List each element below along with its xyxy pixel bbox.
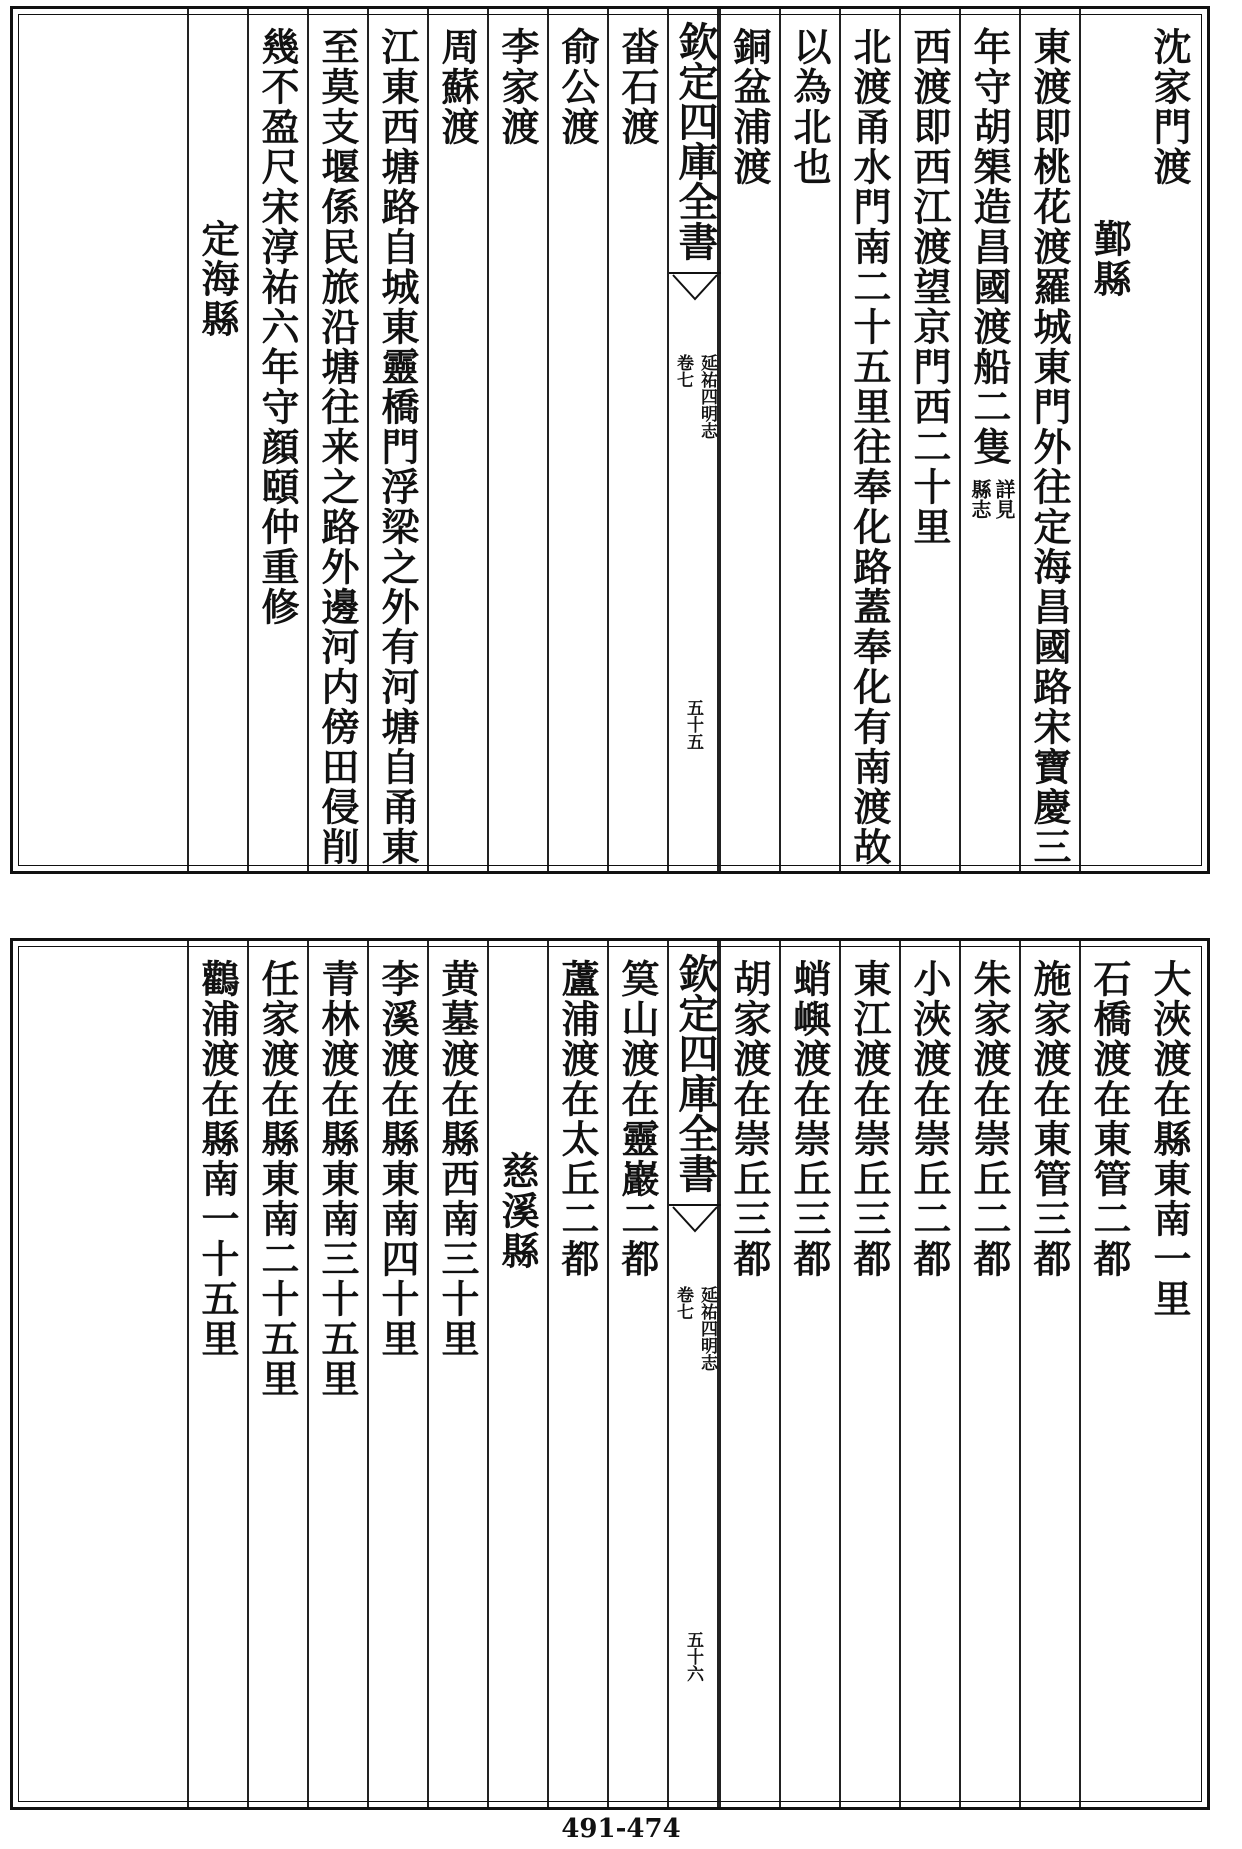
center-book-name: 延祐四明志: [697, 1286, 717, 1371]
text-column: [247, 9, 307, 871]
fishtail-mark-icon: [669, 269, 721, 309]
county-heading: 定海縣: [195, 219, 240, 339]
center-book-name: 延祐四明志: [697, 354, 717, 439]
text-column: [187, 941, 247, 1807]
text-column: [547, 9, 607, 871]
center-title: 欽定四庫全書: [672, 953, 719, 1193]
text-column: [487, 9, 547, 871]
text-column: [547, 941, 607, 1807]
column-text: 鸛浦渡在縣南一十五里: [195, 959, 240, 1359]
column-text: 黄墓渡在縣西南三十里: [435, 959, 480, 1359]
text-column: [899, 9, 959, 871]
column-text: 李家渡: [495, 27, 540, 147]
text-column: [839, 9, 899, 871]
column-text: 以為北也: [787, 27, 832, 187]
center-page-number: 五十五: [683, 699, 703, 750]
text-column: [427, 941, 487, 1807]
column-text: 任家渡在縣東南二十五里: [255, 959, 300, 1399]
county-heading: 慈溪縣: [495, 1151, 540, 1271]
center-margin: [667, 941, 719, 1807]
bottom-page: [10, 938, 1210, 1810]
text-column: [1139, 9, 1199, 871]
text-column: [779, 9, 839, 871]
column-text: 東江渡在崇丘三都: [847, 959, 892, 1279]
text-column: [607, 941, 667, 1807]
column-text: 至莫支堰係民旅沿塘往来之路外邊河内傍田侵削: [315, 27, 360, 867]
text-column: [247, 941, 307, 1807]
text-column: [187, 9, 247, 871]
text-column: [899, 941, 959, 1807]
column-text: 蛸嶼渡在崇丘三都: [787, 959, 832, 1279]
inline-note: 詳見: [992, 479, 1016, 519]
text-column: [427, 9, 487, 871]
column-text: 施家渡在東管三都: [1027, 959, 1072, 1279]
column-text: 沈家門渡: [1147, 27, 1192, 187]
column-text: 青林渡在縣東南三十五里: [315, 959, 360, 1399]
county-heading: 鄞縣: [1087, 219, 1132, 299]
text-column: [307, 9, 367, 871]
column-text: 大浹渡在縣東南一里: [1147, 959, 1192, 1319]
column-text: 年守胡榘造昌國渡船二隻: [967, 27, 1012, 467]
text-column: [307, 941, 367, 1807]
text-column: [779, 941, 839, 1807]
page-footer-number: 491-474: [561, 1814, 681, 1844]
center-margin: [667, 9, 719, 871]
column-text: 幾不盈尺宋淳祐六年守顔頤仲重修: [255, 27, 300, 627]
center-juan: 卷七: [673, 1286, 693, 1320]
column-text: 筽山渡在靈巖二都: [615, 959, 660, 1279]
column-text: 胡家渡在崇丘三都: [727, 959, 772, 1279]
column-rule: [187, 9, 189, 871]
column-text: 朱家渡在崇丘二都: [967, 959, 1012, 1279]
center-page-number: 五十六: [683, 1631, 703, 1682]
column-text: 俞公渡: [555, 27, 600, 147]
fishtail-mark-icon: [669, 1201, 721, 1241]
text-column: [959, 9, 1019, 871]
text-column: [839, 941, 899, 1807]
text-column: [1079, 941, 1139, 1807]
column-text: 西渡即西江渡望京門西二十里: [907, 27, 952, 547]
column-text: 畓石渡: [615, 27, 660, 147]
column-text: 北渡甬水門南二十五里往奉化路蓋奉化有南渡故: [847, 27, 892, 867]
center-title: 欽定四庫全書: [672, 21, 719, 261]
column-text: 周蘇渡: [435, 27, 480, 147]
text-column: [487, 941, 547, 1807]
top-page: [10, 6, 1210, 874]
column-text: 銅盆浦渡: [727, 27, 772, 187]
text-column: [1019, 941, 1079, 1807]
text-column: [959, 941, 1019, 1807]
column-text: 江東西塘路自城東靈橋門浮梁之外有河塘自甬東: [375, 27, 420, 867]
text-column: [719, 941, 779, 1807]
center-juan: 卷七: [673, 354, 693, 388]
text-column: [367, 941, 427, 1807]
column-text: 石橋渡在東管二都: [1087, 959, 1132, 1279]
column-text: 東渡即桃花渡羅城東門外往定海昌國路宋寶慶三: [1027, 27, 1072, 867]
column-text: 小浹渡在崇丘二都: [907, 959, 952, 1279]
column-rule: [187, 941, 189, 1807]
column-text: 蘆浦渡在太丘二都: [555, 959, 600, 1279]
text-column: [719, 9, 779, 871]
text-column: [607, 9, 667, 871]
text-column: [1079, 9, 1139, 871]
text-column: [1019, 9, 1079, 871]
text-column: [1139, 941, 1199, 1807]
text-column: [367, 9, 427, 871]
column-text: 李溪渡在縣東南四十里: [375, 959, 420, 1359]
inline-note: 縣志: [968, 479, 992, 519]
